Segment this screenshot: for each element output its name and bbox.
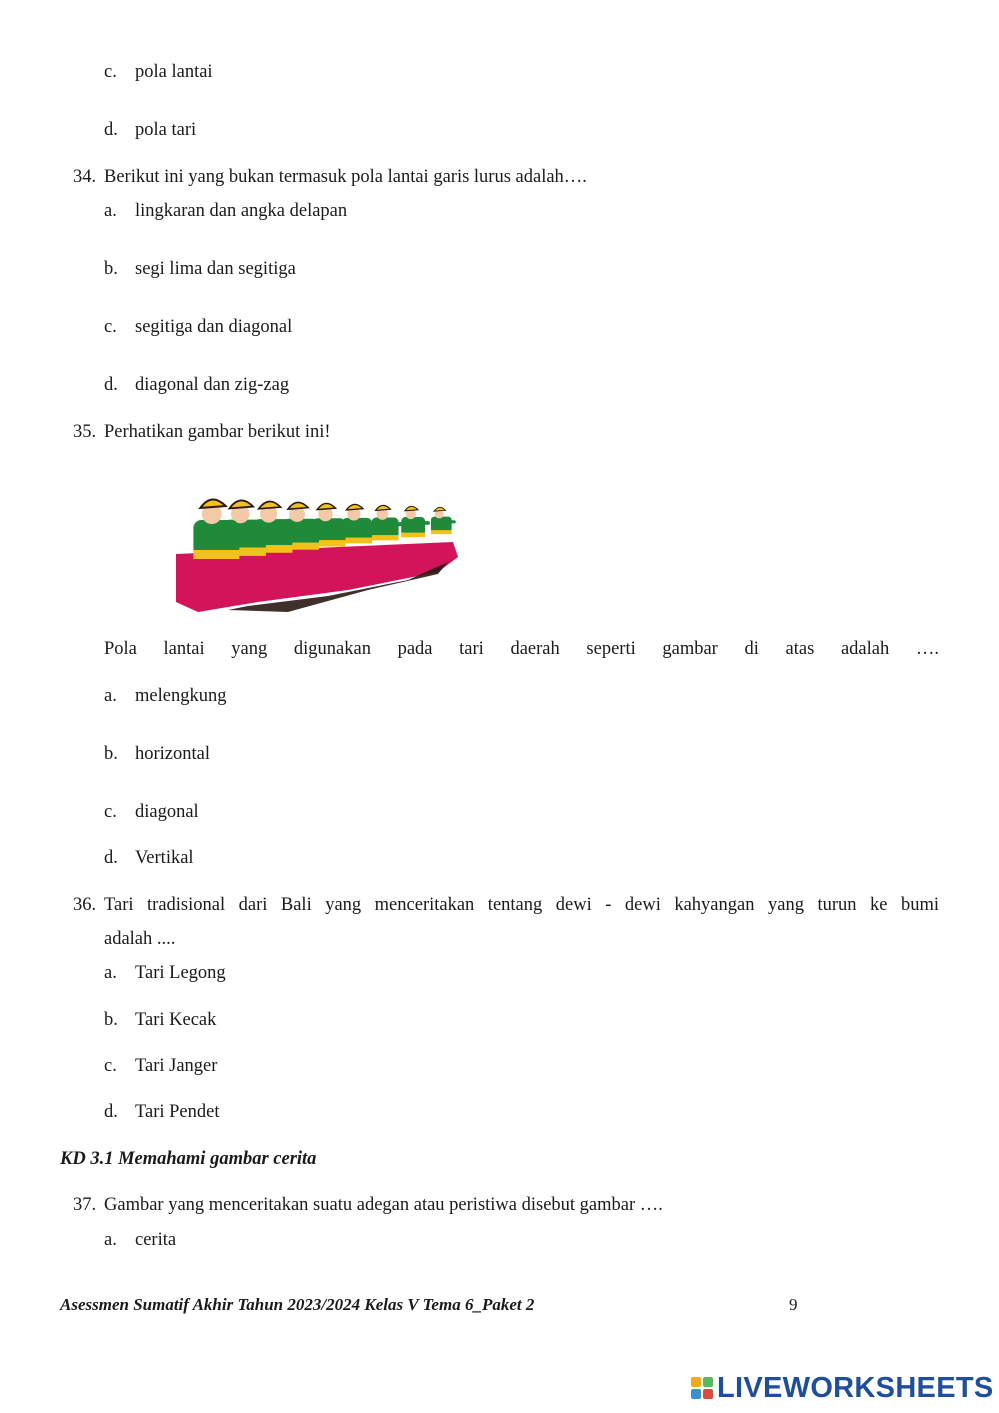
q36-option-c[interactable]: c. Tari Janger: [104, 1056, 218, 1076]
q37-option-a[interactable]: a. cerita: [104, 1230, 177, 1250]
dancer-sash: [431, 530, 452, 534]
dancer-hat: [200, 499, 225, 508]
dancer-hat: [346, 504, 363, 510]
dancer-sash: [342, 538, 372, 544]
dancer-arm: [357, 523, 378, 528]
dancer-arm: [441, 520, 455, 523]
question-37-number: 37.: [73, 1195, 97, 1215]
dancer-arm: [216, 528, 248, 535]
q36-option-d[interactable]: d. Tari Pendet: [104, 1102, 220, 1122]
dancer-arm: [413, 521, 430, 525]
q34-option-c[interactable]: c. segitiga dan diagonal: [104, 317, 293, 337]
liveworksheets-logo[interactable]: [690, 1370, 994, 1406]
dancer-hat: [230, 500, 254, 508]
question-37-text: Gambar yang menceritakan suatu adegan atau peristiwa disebut gambar ….: [104, 1195, 663, 1215]
q35-option-a[interactable]: a. melengkung: [104, 686, 227, 706]
kd-heading: KD 3.1 Memahami gambar cerita: [60, 1149, 317, 1169]
q35-option-c[interactable]: c. diagonal: [104, 802, 199, 822]
footer-title: Asessmen Sumatif Akhir Tahun 2023/2024 Kelas V Tema 6_Paket 2: [60, 1295, 535, 1314]
dancer-hat: [288, 502, 308, 509]
dancer-arm: [329, 524, 352, 529]
page-number: 9: [789, 1295, 798, 1314]
q34-option-b[interactable]: b. segi lima dan segitiga: [104, 259, 296, 279]
liveworksheets-grid-icon: [690, 1376, 714, 1400]
dancers-illustration: [168, 462, 468, 622]
question-36-number: 36.: [73, 895, 97, 915]
question-35-prompt: Pola lantai yang digunakan pada tari daerah seperti gambar di atas adalah ….: [104, 639, 939, 659]
dancer-hat: [317, 503, 335, 509]
dancer-arm: [273, 526, 301, 532]
dancer-hat: [376, 505, 391, 510]
q36-option-a[interactable]: a. Tari Legong: [104, 963, 226, 983]
q34-option-a[interactable]: a. lingkaran dan angka delapan: [104, 201, 348, 221]
dancer-arm: [245, 527, 275, 534]
question-36-text-line1: Tari tradisional dari Bali yang menceritakan tentang dewi - dewi kahyangan yang turun ke bumi: [104, 895, 939, 915]
dancer-hat: [405, 506, 418, 510]
dancer-arm: [301, 525, 327, 531]
question-35-text: Perhatikan gambar berikut ini!: [104, 422, 331, 442]
dancer-hat: [434, 507, 445, 511]
liveworksheets-wordmark: LIVEWORKSHEETS: [717, 1371, 994, 1404]
question-35-number: 35.: [73, 422, 97, 442]
dancer-sash: [193, 550, 239, 559]
q35-option-b[interactable]: b. horizontal: [104, 744, 211, 764]
dancer-sash: [401, 533, 425, 538]
q34-option-d[interactable]: d. diagonal dan zig-zag: [104, 375, 290, 395]
question-36-text-line2: adalah ....: [104, 929, 176, 949]
option-c-prev[interactable]: c. pola lantai: [104, 62, 213, 82]
option-d-prev[interactable]: d. pola tari: [104, 120, 197, 140]
dancer-sash: [372, 535, 399, 540]
q36-option-b[interactable]: b. Tari Kecak: [104, 1010, 217, 1030]
question-34-text: Berikut ini yang bukan termasuk pola lantai garis lurus adalah….: [104, 167, 587, 187]
question-34-number: 34.: [73, 167, 97, 187]
q35-option-d[interactable]: d. Vertikal: [104, 848, 194, 868]
dancer-hat: [259, 501, 281, 508]
dancer-arm: [385, 522, 404, 526]
